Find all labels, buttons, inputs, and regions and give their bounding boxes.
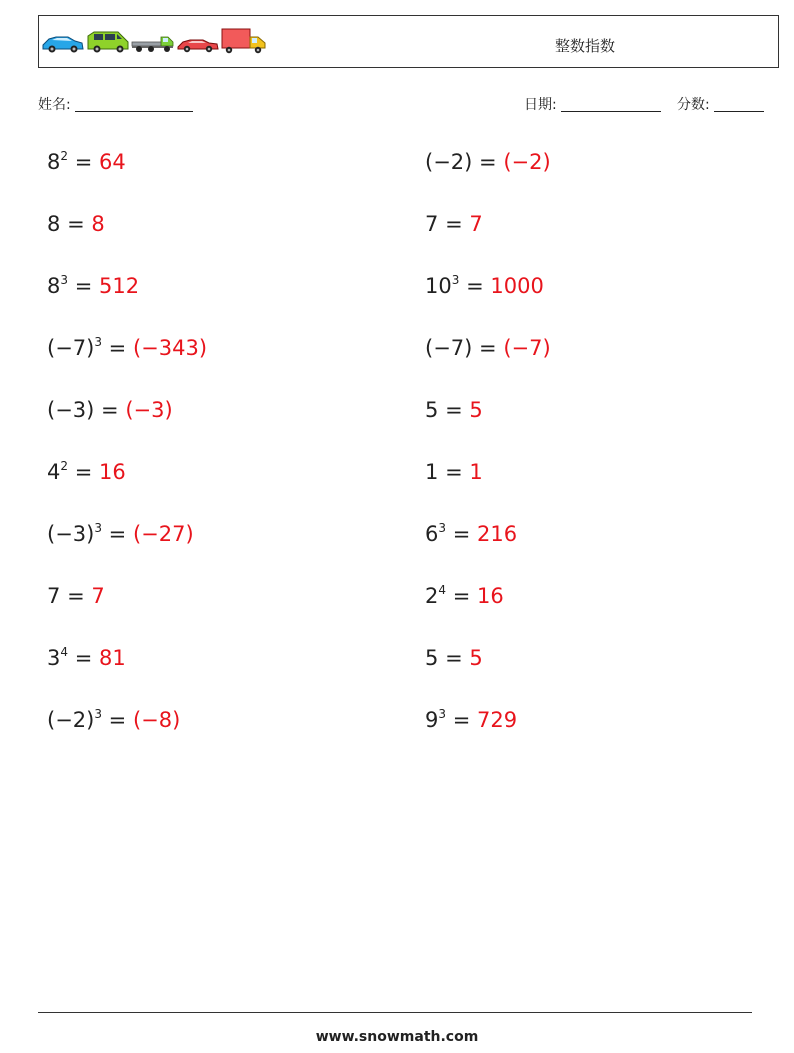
- problem-base: 6: [425, 522, 439, 546]
- problem-base: (−3): [47, 522, 95, 546]
- problem-base: 8: [47, 212, 61, 236]
- problem-base: 2: [425, 584, 439, 608]
- problem-exponent: 4: [438, 583, 447, 597]
- problem-answer: 5: [469, 398, 483, 422]
- problem-item: [425, 459, 483, 485]
- problem-item: [425, 397, 483, 423]
- equals-sign: =: [452, 522, 471, 546]
- problem-item: [47, 335, 207, 361]
- problem-item: [425, 273, 544, 299]
- problem-answer: 216: [477, 522, 518, 546]
- red-car-icon: [176, 28, 220, 56]
- problem-answer: (−343): [132, 336, 208, 360]
- date-field: [524, 94, 661, 114]
- problem-answer: 64: [99, 150, 126, 174]
- problem-item: [47, 459, 126, 485]
- equals-sign: =: [445, 212, 463, 236]
- footer-divider: [38, 1012, 752, 1013]
- equals-sign: =: [479, 150, 497, 174]
- problem-item: [425, 583, 504, 609]
- score-blank[interactable]: [714, 98, 764, 112]
- problem-answer: 512: [99, 274, 140, 298]
- equals-sign: =: [108, 336, 127, 360]
- problem-item: [47, 521, 194, 547]
- problem-answer: 729: [477, 708, 518, 732]
- green-van-icon: [86, 28, 130, 56]
- problem-answer: 5: [469, 646, 483, 670]
- problem-answer: 81: [99, 646, 126, 670]
- problem-item: [47, 211, 105, 237]
- problem-answer: 16: [99, 460, 126, 484]
- equals-sign: =: [74, 274, 93, 298]
- score-field: [677, 94, 764, 114]
- equals-sign: =: [74, 460, 93, 484]
- problem-exponent: 3: [94, 521, 102, 535]
- problem-answer: (−27): [132, 522, 194, 546]
- problem-base: (−3): [47, 398, 95, 422]
- problem-base: 3: [47, 646, 61, 670]
- problem-base: 10: [425, 274, 452, 298]
- equals-sign: =: [452, 584, 471, 608]
- problem-exponent: 2: [60, 459, 69, 473]
- problem-item: [425, 211, 483, 237]
- name-field: [38, 94, 193, 114]
- red-box-truck-icon: [221, 28, 267, 56]
- header-box: [38, 15, 779, 68]
- equals-sign: =: [108, 522, 127, 546]
- problem-base: (−2): [425, 150, 473, 174]
- problem-answer: (−7): [503, 336, 551, 360]
- problem-exponent: 2: [60, 149, 69, 163]
- problem-item: [425, 335, 551, 361]
- problem-item: [425, 521, 517, 547]
- problem-answer: 7: [469, 212, 483, 236]
- problem-exponent: 3: [94, 335, 102, 349]
- problem-answer: (−8): [132, 708, 181, 732]
- problem-exponent: 4: [60, 645, 69, 659]
- problem-answer: 8: [91, 212, 105, 236]
- problem-answer: 1: [469, 460, 483, 484]
- problem-base: (−7): [425, 336, 473, 360]
- equals-sign: =: [479, 336, 497, 360]
- name-label: 姓名:: [38, 97, 71, 113]
- equals-sign: =: [445, 398, 463, 422]
- equals-sign: =: [74, 150, 93, 174]
- problem-base: 1: [425, 460, 439, 484]
- problem-exponent: 3: [451, 273, 460, 287]
- problem-base: 8: [47, 274, 61, 298]
- flatbed-truck-icon: [131, 28, 175, 56]
- vehicle-strip: [41, 28, 267, 56]
- problem-item: [47, 645, 126, 671]
- problem-exponent: 3: [60, 273, 69, 287]
- problem-base: 9: [425, 708, 439, 732]
- problem-item: [47, 273, 139, 299]
- date-blank[interactable]: [561, 98, 661, 112]
- problem-answer: 1000: [490, 274, 544, 298]
- equals-sign: =: [445, 646, 463, 670]
- problem-base: (−2): [47, 708, 95, 732]
- date-label: 日期:: [524, 97, 557, 113]
- problem-answer: (−2): [503, 150, 551, 174]
- problem-base: 7: [425, 212, 439, 236]
- problem-exponent: 3: [438, 521, 447, 535]
- problem-answer: (−3): [125, 398, 173, 422]
- problem-item: [425, 149, 551, 175]
- worksheet-title: 整数指数: [555, 37, 616, 55]
- equals-sign: =: [67, 212, 85, 236]
- problem-base: 8: [47, 150, 61, 174]
- problem-exponent: 3: [438, 707, 447, 721]
- problem-item: [47, 397, 173, 423]
- problem-base: 7: [47, 584, 61, 608]
- equals-sign: =: [67, 584, 85, 608]
- problem-base: 5: [425, 646, 439, 670]
- problem-item: [47, 149, 126, 175]
- problem-base: (−7): [47, 336, 95, 360]
- equals-sign: =: [445, 460, 463, 484]
- problem-base: 5: [425, 398, 439, 422]
- equals-sign: =: [452, 708, 471, 732]
- equals-sign: =: [466, 274, 484, 298]
- problem-base: 4: [47, 460, 61, 484]
- name-blank[interactable]: [75, 98, 193, 112]
- equals-sign: =: [101, 398, 119, 422]
- problem-item: [47, 583, 105, 609]
- problem-answer: 7: [91, 584, 105, 608]
- equals-sign: =: [108, 708, 127, 732]
- problem-answer: 16: [477, 584, 504, 608]
- problem-item: [47, 707, 180, 733]
- score-label: 分数:: [677, 97, 710, 113]
- problem-exponent: 3: [94, 707, 102, 721]
- problem-item: [425, 707, 517, 733]
- footer-url: www.snowmath.com: [315, 1029, 479, 1045]
- equals-sign: =: [74, 646, 93, 670]
- problem-item: [425, 645, 483, 671]
- blue-car-icon: [41, 28, 85, 56]
